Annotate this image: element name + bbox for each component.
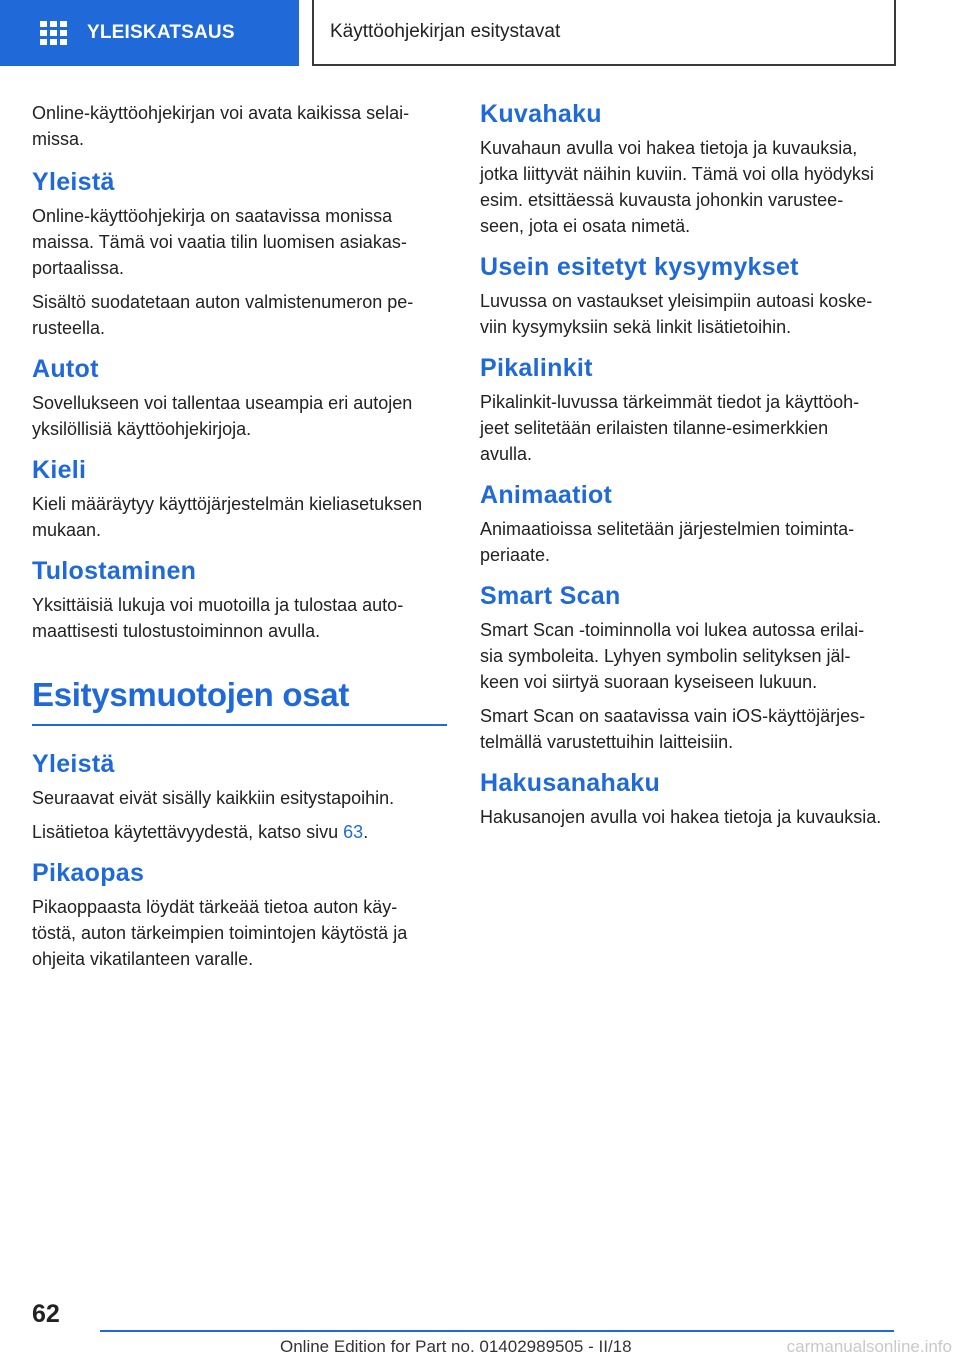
section-heading: Usein esitetyt kysymykset bbox=[480, 253, 799, 281]
section-heading: Pikalinkit bbox=[480, 354, 593, 382]
header-title-box bbox=[312, 0, 896, 66]
section-heading: Yleistä bbox=[32, 168, 115, 196]
section-heading: Kuvahaku bbox=[480, 100, 602, 128]
paragraph: Kieli määräytyy käyttöjärjestelmän kieliasetuksen mukaan. bbox=[32, 494, 423, 540]
paragraph: Luvussa on vastaukset yleisimpiin autoasi koske‐ viin kysymyksiin sekä linkit lisätietoihin. bbox=[480, 291, 873, 337]
section-tulostaminen bbox=[32, 557, 452, 644]
paragraph: Sisältö suodatetaan auton valmistenumeron pe‐ rusteella. bbox=[32, 292, 414, 338]
paragraph: Hakusanojen avulla voi hakea tietoja ja kuvauksia. bbox=[480, 807, 882, 827]
paragraph: Smart Scan -toiminnolla voi lukea autossa erilai‐ sia symboleita. Lyhyen symbolin selityksen jäl‐ keen voi siirtyä suoraan kyseiseen lukuun. bbox=[480, 620, 865, 692]
header-section-tab[interactable] bbox=[0, 0, 299, 66]
paragraph: Animaatioissa selitetään järjestelmien toiminta‐ periaate. bbox=[480, 519, 855, 565]
link-prefix: Lisätietoa käytettävyydestä, katso sivu bbox=[32, 822, 344, 842]
section-heading: Hakusanahaku bbox=[480, 769, 661, 797]
watermark: carmanualsonline.info bbox=[786, 1337, 952, 1356]
paragraph: Smart Scan on saatavissa vain iOS-käyttöjärjes‐ telmällä varustettuihin laitteisiin. bbox=[480, 706, 866, 752]
left-column bbox=[32, 100, 452, 986]
paragraph: Yksittäisiä lukuja voi muotoilla ja tulostaa auto‐ maattisesti tulostustoiminnon avulla. bbox=[32, 595, 404, 641]
footer-divider bbox=[100, 1330, 894, 1332]
section-smart-scan bbox=[480, 582, 900, 755]
section-pikaopas bbox=[32, 859, 452, 972]
right-column bbox=[480, 100, 900, 844]
section-pikalinkit bbox=[480, 354, 900, 467]
grid-menu-icon bbox=[40, 21, 67, 46]
paragraph: Kuvahaun avulla voi hakea tietoja ja kuvauksia, jotka liittyvät näihin kuviin. Tämä voi olla hyödyksi esim. etsittäessä kuvausta johonkin varustee‐ seen, jota ei osata nimetä. bbox=[480, 138, 874, 236]
chapter-divider bbox=[32, 724, 447, 726]
section-autot bbox=[32, 355, 452, 442]
section-kieli bbox=[32, 456, 452, 543]
section-animaatiot bbox=[480, 481, 900, 568]
section-tab-label: YLEISKATSAUS bbox=[87, 22, 235, 43]
page-link[interactable]: 63 bbox=[343, 822, 364, 842]
paragraph: Online-käyttöohjekirja on saatavissa monissa maissa. Tämä voi vaatia tilin luomisen asiakas‐ portaalissa. bbox=[32, 206, 407, 278]
section-heading: Animaatiot bbox=[480, 481, 613, 509]
section-heading: Kieli bbox=[32, 456, 87, 484]
section-hakusanahaku bbox=[480, 769, 900, 830]
section-heading: Pikaopas bbox=[32, 859, 145, 887]
section-yleista bbox=[32, 168, 452, 341]
intro-paragraph: Online-käyttöohjekirjan voi avata kaikissa selai‐ missa. bbox=[32, 103, 410, 149]
paragraph: Sovellukseen voi tallentaa useampia eri autojen yksilöllisiä käyttöohjekirjoja. bbox=[32, 393, 413, 439]
section-heading: Yleistä bbox=[32, 750, 115, 778]
section-kuvahaku bbox=[480, 100, 900, 239]
paragraph: Pikaoppaasta löydät tärkeää tietoa auton käy‐ töstä, auton tärkeimpien toimintojen käytöstä ja ohjeita vikatilanteen varalle. bbox=[32, 897, 408, 969]
chapter-title: Esitysmuotojen osat bbox=[32, 676, 350, 713]
section-heading: Tulostaminen bbox=[32, 557, 197, 585]
page-title: Käyttöohjekirjan esitystavat bbox=[330, 21, 561, 42]
section-yleista-2 bbox=[32, 750, 452, 845]
footer-edition: Online Edition for Part no. 01402989505 - II/18 bbox=[280, 1337, 632, 1356]
link-suffix: . bbox=[363, 822, 369, 842]
section-heading: Autot bbox=[32, 355, 99, 383]
section-heading: Smart Scan bbox=[480, 582, 621, 610]
paragraph: Seuraavat eivät sisälly kaikkiin esitystapoihin. bbox=[32, 788, 395, 808]
paragraph: Pikalinkit-luvussa tärkeimmät tiedot ja käyttöoh‐ jeet selitetään erilaisten tilanne-esimerkkien avulla. bbox=[480, 392, 860, 464]
section-faq bbox=[480, 253, 900, 340]
page-number: 62 bbox=[32, 1300, 60, 1328]
paragraph-with-link bbox=[32, 819, 452, 845]
